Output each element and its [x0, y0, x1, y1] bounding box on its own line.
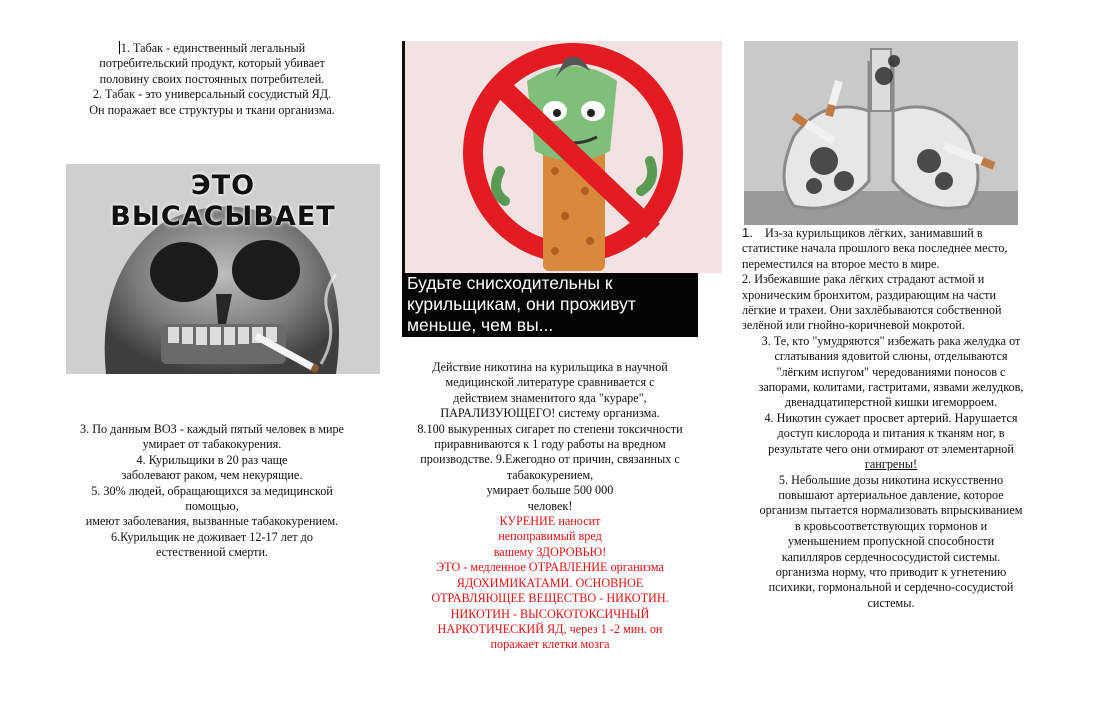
- text-line: 3. Те, кто "умудряются" избежать рака желудка от: [761, 333, 1021, 348]
- text-line: 5. Небольшие дозы никотина искусственно: [778, 472, 1004, 487]
- column1-top-text: [62, 41, 362, 118]
- text-line: человек!: [527, 498, 573, 513]
- text-line: хроническим бронхитом, раздирающим на части: [742, 287, 997, 302]
- text-line: двенадцатиперстной кишки игеморроем.: [784, 395, 998, 410]
- text-line: Из-за курильщиков лёгких, занимавший в: [765, 226, 983, 240]
- text-line: статистике начала прошлого века последнее место,: [742, 241, 1008, 256]
- text-line: помощью,: [185, 499, 239, 514]
- text-line: 6.Курильщик не доживает 12-17 лет до: [111, 529, 313, 544]
- text-line: системы.: [867, 595, 915, 610]
- caption-line: меньше, чем вы...: [407, 315, 554, 335]
- text-line: 3. По данным ВОЗ - каждый пятый человек в мире: [80, 422, 344, 436]
- text-line: переместился на второе место в мире.: [742, 256, 940, 271]
- text-line: 2. Табак - это универсальный сосудистый ЯД.: [92, 87, 332, 102]
- warning-line: непоправимый вред: [498, 529, 602, 544]
- text-line: зелёной или гнойно-коричневой мокротой.: [742, 318, 965, 333]
- text-line: психики, гормональной и сердечно-сосудистой: [768, 580, 1014, 595]
- caption-line: курильщикам, они проживут: [407, 294, 636, 314]
- text-line: лёгкие и трахеи. Они захлёбываются собственной: [742, 303, 1002, 318]
- text-line: "лёгким испугом" чередованиями поносов с: [776, 364, 1006, 379]
- lungs-ashtray-image: [744, 41, 1018, 225]
- text-line: доступ кислорода и питания к тканям ног, в: [777, 426, 1005, 441]
- caption-line: Будьте снисходительны к: [407, 273, 613, 293]
- warning-line: поражает клетки мозга: [490, 637, 610, 652]
- text-line: организм пытается нормализовать впрыскиванием: [759, 503, 1023, 518]
- text-line: действием знаменитого яда "кураре",: [453, 390, 647, 405]
- text-line: Действие никотина на курильщика в научной: [432, 360, 668, 374]
- text-line: организма норму, что приводит к угнетению: [775, 564, 1007, 579]
- list-number: 1.: [742, 225, 753, 240]
- text-line: запорами, колитами, гастритами, язвами желудков,: [758, 380, 1024, 395]
- text-line: медицинской литературе сравнивается с: [445, 375, 655, 390]
- column3-text: [742, 225, 1040, 611]
- warning-line: ЯДОХИМИКАТАМИ. ОСНОВНОЕ: [456, 575, 644, 590]
- warning-line: НИКОТИН - ВЫСОКОТОКСИЧНЫЙ: [450, 606, 650, 621]
- no-smoking-image: [402, 41, 722, 273]
- text-line: 8.100 выкуренных сигарет по степени токсичности: [417, 421, 683, 436]
- text-line: естественной смерти.: [155, 545, 269, 560]
- lungs-illustration: [744, 41, 1018, 225]
- text-line: умирает от табакокурения.: [142, 437, 282, 452]
- text-line: имеют заболевания, вызванные табакокурением.: [85, 514, 339, 529]
- text-line: капилляров сердечнососудистой системы.: [781, 549, 1001, 564]
- column1-bottom-text: [62, 422, 362, 561]
- text-line: сглатывания ядовитой слюны, отделываются: [774, 349, 1008, 364]
- no-smoking-illustration: [405, 41, 722, 273]
- warning-line: ОТРАВЛЯЮЩЕЕ ВЕЩЕСТВО - НИКОТИН.: [431, 591, 669, 606]
- text-line: заболевают раком, чем некурящие.: [121, 468, 303, 483]
- text-line: 4. Курильщики в 20 раз чаще: [136, 452, 288, 467]
- text-line: умирает больше 500 000: [486, 483, 614, 498]
- no-smoking-caption: [402, 273, 698, 337]
- skull-image-caption: ЭТО ВЫСАСЫВАЕТ: [110, 170, 336, 232]
- warning-line: НАРКОТИЧЕСКИЙ ЯД, через 1 -2 мин. он: [437, 621, 663, 636]
- text-cursor: [119, 41, 120, 54]
- text-line: 4. Никотин сужает просвет артерий. Нарушается: [764, 410, 1018, 425]
- text-line: результате чего они отмирают от элементарной: [768, 441, 1014, 456]
- text-line: потребительский продукт, который убивает: [99, 56, 325, 71]
- underlined-text: гангрены!: [864, 457, 918, 472]
- warning-line: ЭТО - медленное ОТРАВЛЕНИЕ организма: [436, 560, 664, 575]
- text-line: 5. 30% людей, обращающихся за медицинской: [91, 483, 333, 498]
- warning-line: КУРЕНИЕ наносит: [499, 514, 601, 529]
- text-line: 2. Избежавшие рака лёгких страдают астмой и: [742, 272, 985, 287]
- text-line: производстве. 9.Ежегодно от причин, связанных с: [420, 452, 680, 467]
- text-line: уменьшением пропускной способности: [787, 534, 995, 549]
- text-line: половину своих постоянных потребителей.: [99, 71, 325, 86]
- text-line: повышают артериальное давление, которое: [778, 487, 1004, 502]
- skull-cigarette-image: [66, 164, 380, 374]
- text-line: приравниваются к 1 году работы на вредном: [434, 437, 666, 452]
- text-line: Он поражает все структуры и ткани организма.: [89, 102, 335, 117]
- text-line: ПАРАЛИЗУЮЩЕГО! систему организма.: [440, 406, 660, 421]
- text-line: 1. Табак - единственный легальный: [120, 41, 306, 55]
- warning-line: вашему ЗДОРОВЬЮ!: [493, 544, 607, 559]
- text-line: табакокурением,: [506, 467, 594, 482]
- column2-text: [398, 360, 702, 653]
- text-line: в кровьсоответствующих гормонов и: [794, 518, 988, 533]
